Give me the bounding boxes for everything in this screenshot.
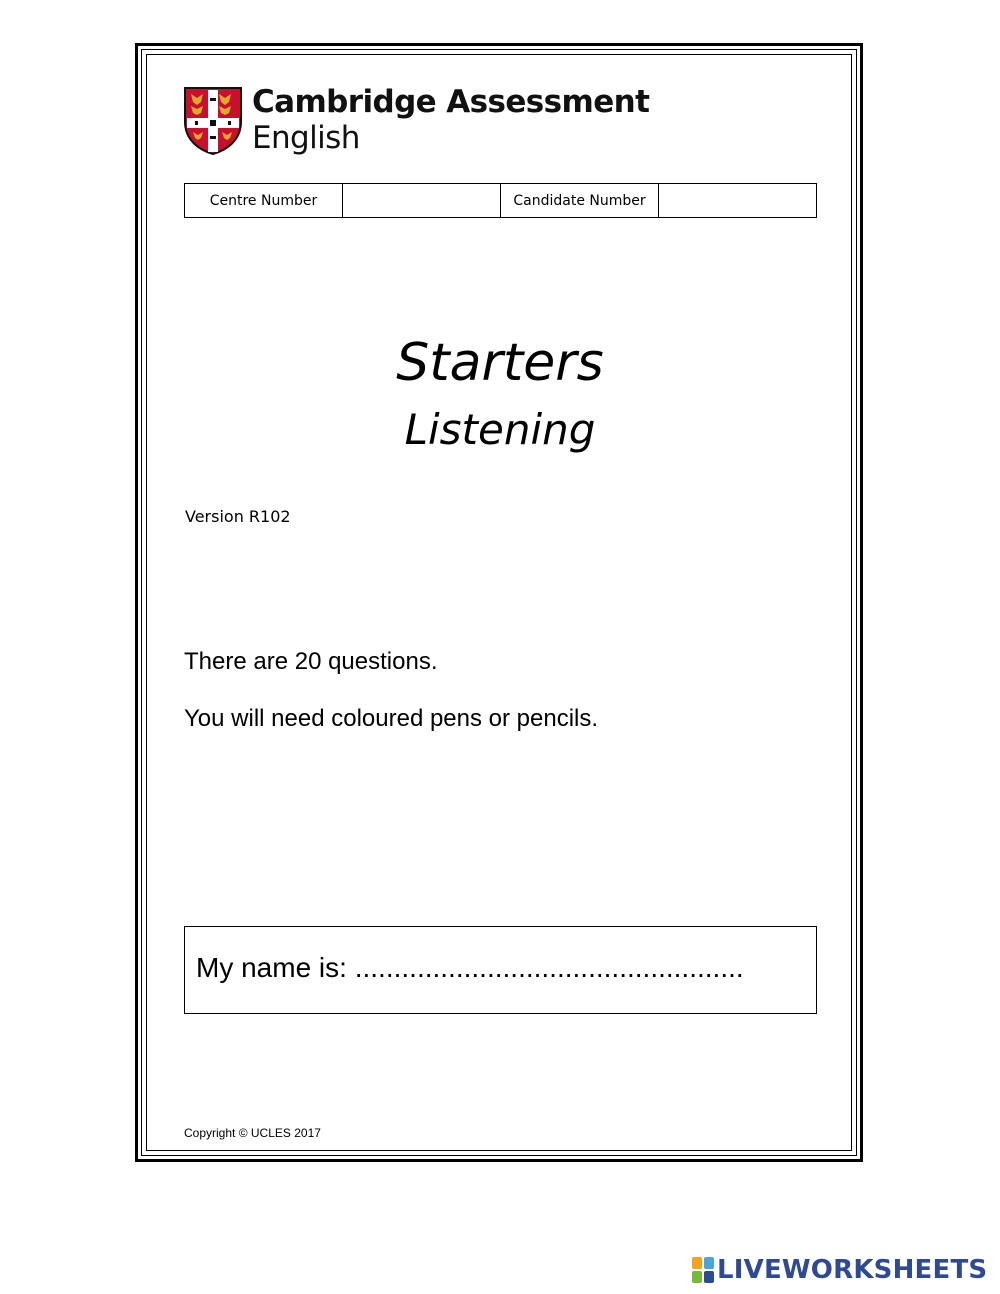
instruction-questions: There are 20 questions.: [184, 648, 438, 675]
copyright-notice: Copyright © UCLES 2017: [184, 1126, 321, 1140]
name-box[interactable]: [184, 926, 817, 1014]
centre-number-label: Centre Number: [185, 184, 343, 218]
test-title: Starters: [396, 333, 604, 393]
test-subtitle: Listening: [404, 405, 596, 454]
name-label: My name is: ..................................................: [196, 952, 744, 983]
candidate-number-field[interactable]: [659, 184, 817, 218]
instruction-materials: You will need coloured pens or pencils.: [184, 705, 599, 732]
brand-name-sub: English: [252, 120, 360, 156]
liveworksheets-watermark[interactable]: [692, 1254, 987, 1286]
liveworksheets-wordmark: LIVEWORKSHEETS: [717, 1255, 988, 1285]
candidate-number-table: [184, 183, 817, 218]
liveworksheets-logo-icon: [692, 1257, 714, 1283]
brand-name: Cambridge Assessment: [252, 84, 650, 120]
cambridge-shield-icon: [183, 86, 243, 156]
centre-number-field[interactable]: [343, 184, 501, 218]
candidate-number-label: Candidate Number: [501, 184, 659, 218]
version-label: Version R102: [185, 507, 291, 526]
